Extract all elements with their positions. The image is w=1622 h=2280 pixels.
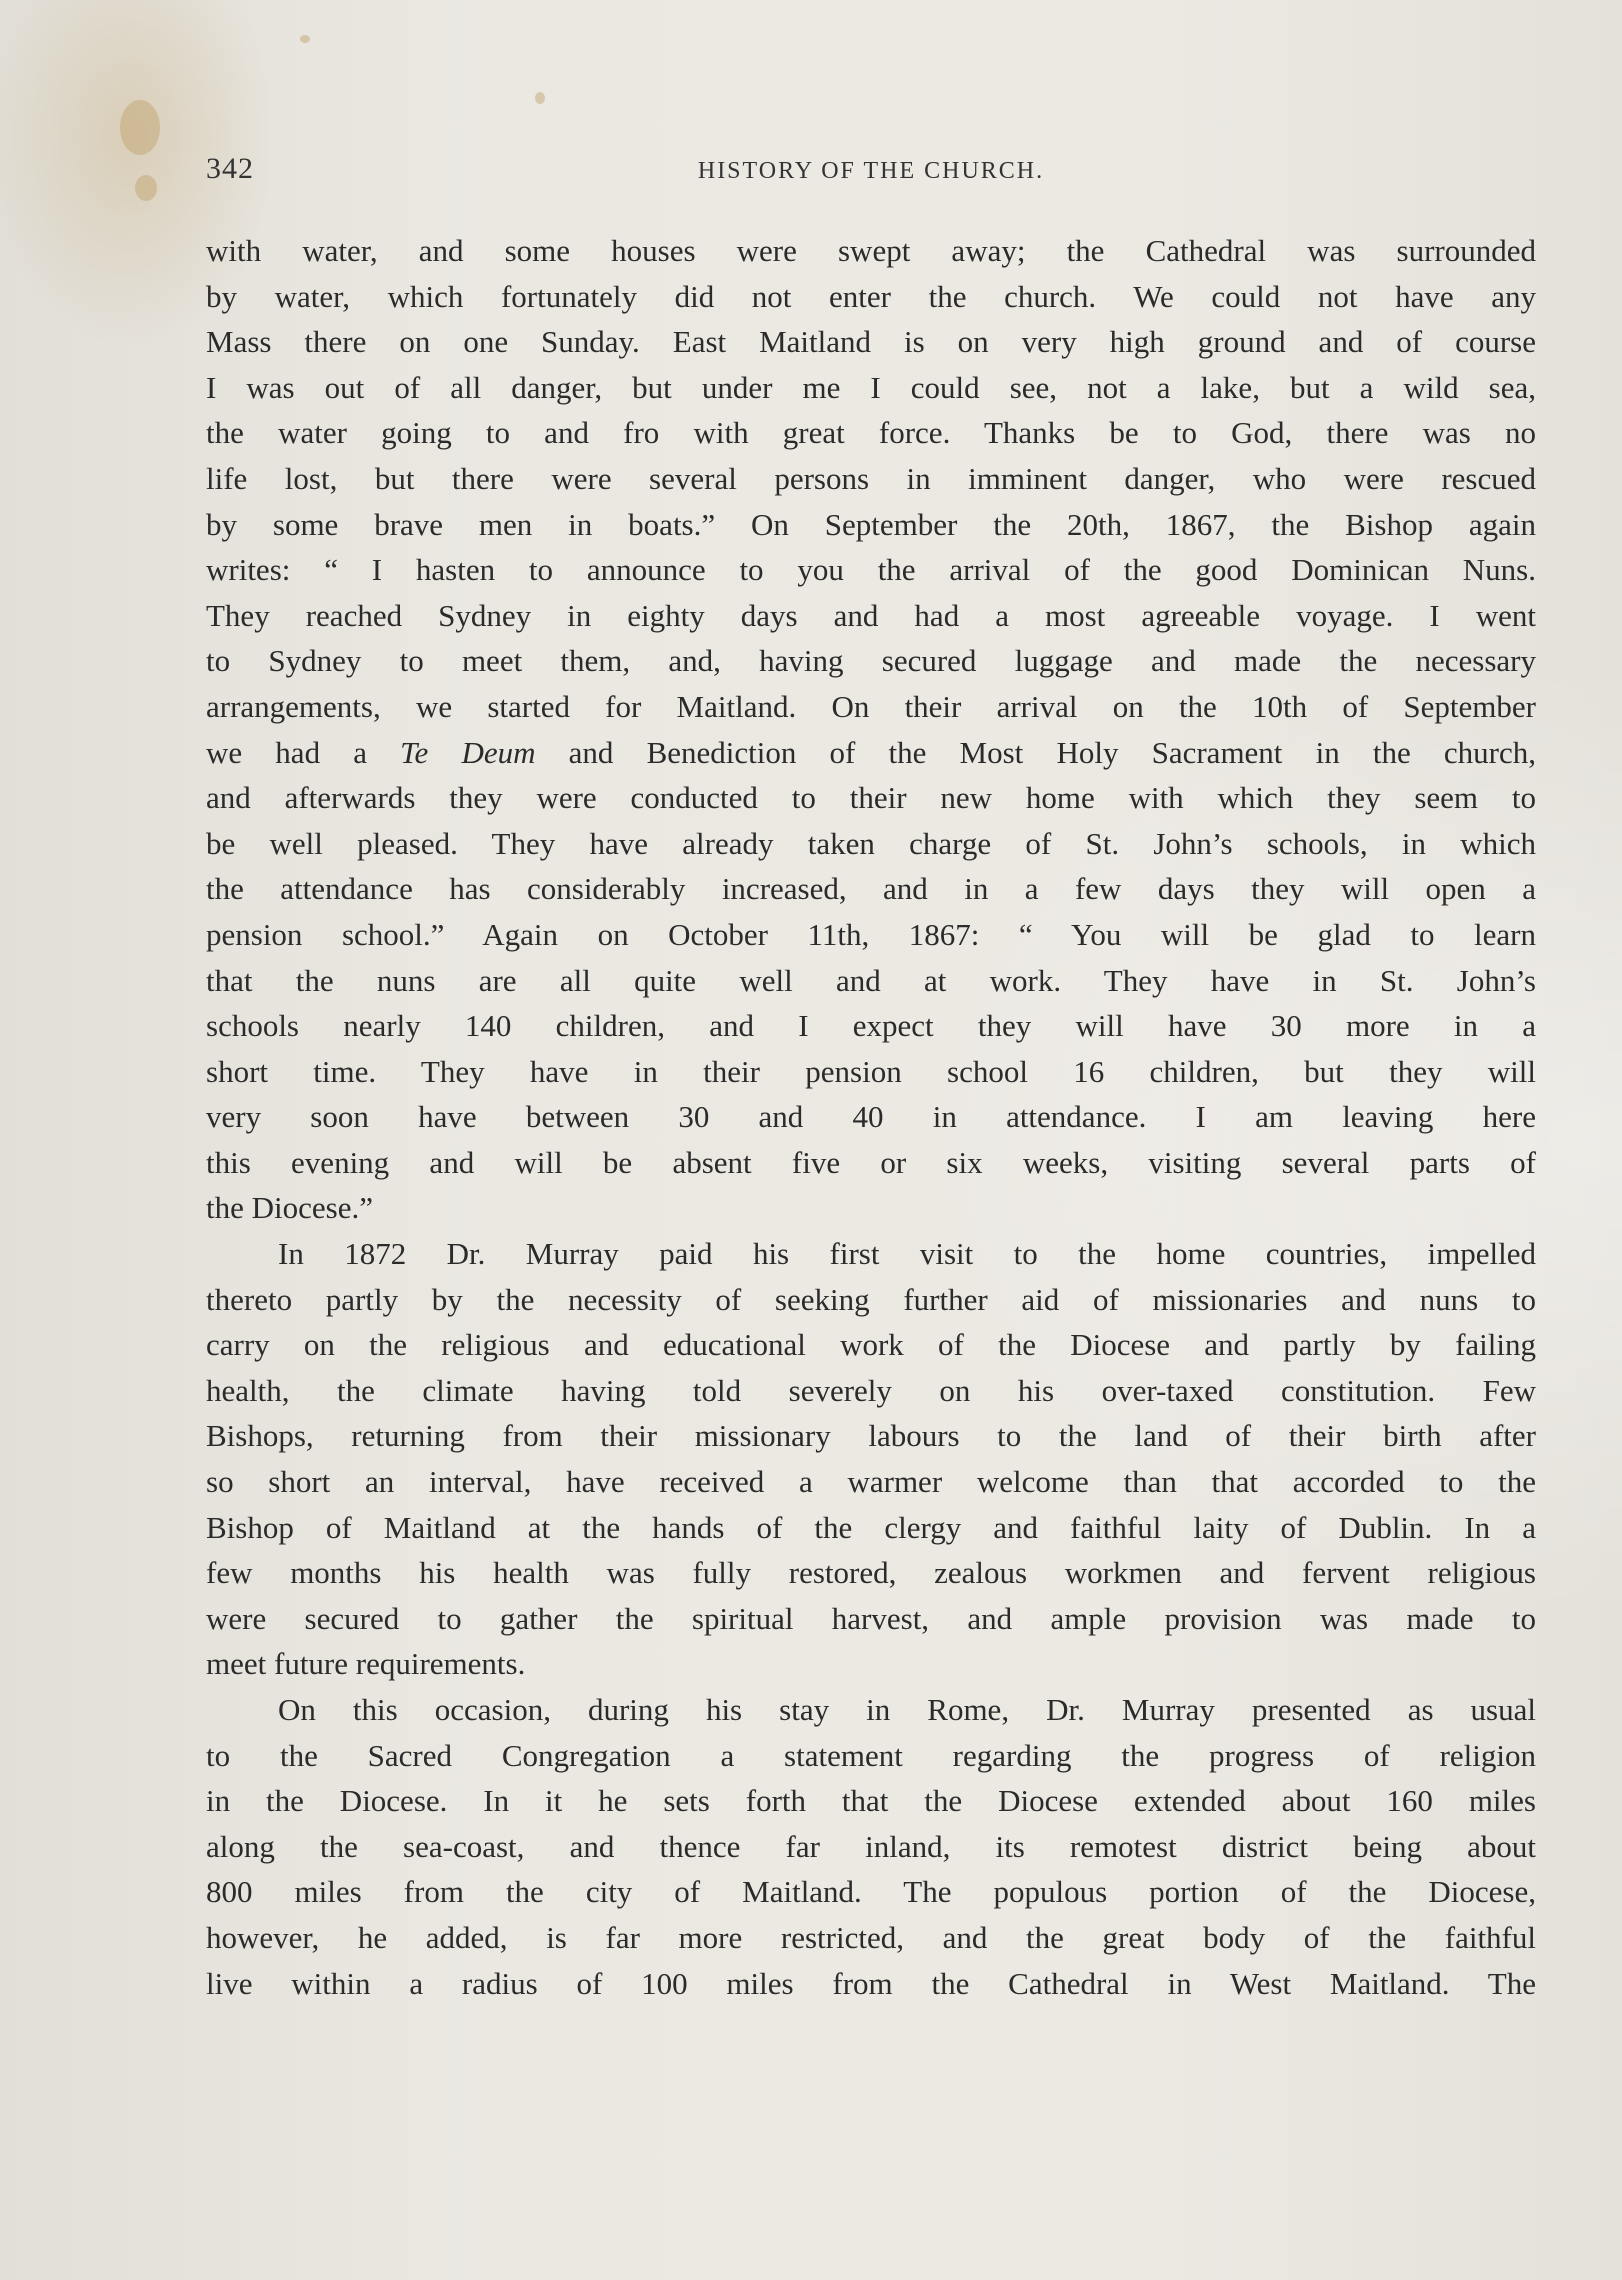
text-line: that the nuns are all quite well and at work. They have in St. John’s [206, 962, 1536, 998]
text-line: be well pleased. They have already taken charge of St. John’s schools, in which [206, 825, 1536, 861]
text-line: thereto partly by the necessity of seeking further aid of missionaries and nuns to [206, 1281, 1536, 1317]
text-line: we had a Te Deum and Benediction of the Most Holy Sacrament in the church, [206, 734, 1536, 770]
text-line: Bishops, returning from their missionary labours to the land of their birth after [206, 1418, 1536, 1454]
body-text [206, 228, 1536, 2006]
page-header [206, 152, 1536, 192]
text-line: In 1872 Dr. Murray paid his first visit to the home countries, impelled [278, 1236, 1536, 1272]
foxing-stain [135, 175, 157, 201]
text-line: were secured to gather the spiritual harvest, and ample provision was made to [206, 1600, 1536, 1636]
text-line: Mass there on one Sunday. East Maitland is on very high ground and of course [206, 324, 1536, 360]
italic-phrase: Te Deum [400, 734, 536, 770]
text-line: in the Diocese. In it he sets forth that the Diocese extended about 160 miles [206, 1783, 1536, 1819]
text-line: along the sea-coast, and thence far inland, its remotest district being about [206, 1828, 1536, 1864]
foxing-stain [535, 92, 545, 104]
text-line: by water, which fortunately did not enter the church. We could not have any [206, 278, 1536, 314]
foxing-stain [120, 100, 160, 155]
text-line: Bishop of Maitland at the hands of the clergy and faithful laity of Dublin. In a [206, 1509, 1536, 1545]
text-line: the Diocese.” [206, 1190, 373, 1226]
text-line: I was out of all danger, but under me I could see, not a lake, but a wild sea, [206, 369, 1536, 405]
text-line: to Sydney to meet them, and, having secured luggage and made the necessary [206, 643, 1536, 679]
text-line: live within a radius of 100 miles from the Cathedral in West Maitland. The [206, 1965, 1536, 2001]
text-line: carry on the religious and educational work of the Diocese and partly by failing [206, 1327, 1536, 1363]
text-line: the attendance has considerably increased, and in a few days they will open a [206, 871, 1536, 907]
text-line: with water, and some houses were swept away; the Cathedral was surrounded [206, 233, 1536, 268]
running-title: HISTORY OF THE CHURCH. [697, 158, 1045, 184]
foxing-stain [300, 35, 310, 43]
page-number: 342 [206, 152, 254, 185]
text-line: writes: “ I hasten to announce to you the arrival of the good Dominican Nuns. [206, 552, 1536, 588]
text-line: and afterwards they were conducted to their new home with which they seem to [206, 780, 1536, 816]
text-line: this evening and will be absent five or six weeks, visiting several parts of [206, 1144, 1536, 1180]
paragraph [206, 1231, 1536, 1687]
text-line: however, he added, is far more restricted, and the great body of the faithful [206, 1919, 1536, 1955]
text-line: very soon have between 30 and 40 in attendance. I am leaving here [206, 1099, 1536, 1135]
text-line: On this occasion, during his stay in Rome, Dr. Murray presented as usual [278, 1692, 1536, 1727]
text-line: so short an interval, have received a warmer welcome than that accorded to the [206, 1464, 1536, 1500]
paragraph [206, 1687, 1536, 2006]
text-line: schools nearly 140 children, and I expect they will have 30 more in a [206, 1008, 1536, 1044]
text-line: short time. They have in their pension school 16 children, but they will [206, 1053, 1536, 1089]
text-line: pension school.” Again on October 11th, 1867: “ You will be glad to learn [206, 916, 1536, 952]
text-line: life lost, but there were several persons in imminent danger, who were rescued [206, 460, 1536, 496]
text-line: to the Sacred Congregation a statement regarding the progress of religion [206, 1737, 1536, 1773]
text-line: arrangements, we started for Maitland. On their arrival on the 10th of September [206, 688, 1536, 724]
text-line: 800 miles from the city of Maitland. The populous portion of the Diocese, [206, 1874, 1536, 1910]
text-line: by some brave men in boats.” On September the 20th, 1867, the Bishop again [206, 506, 1536, 542]
text-line: the water going to and fro with great force. Thanks be to God, there was no [206, 415, 1536, 451]
text-line: They reached Sydney in eighty days and had a most agreeable voyage. I went [206, 597, 1536, 633]
paragraph [206, 228, 1536, 1231]
text-line: meet future requirements. [206, 1646, 526, 1682]
text-line: few months his health was fully restored, zealous workmen and fervent religious [206, 1555, 1536, 1591]
text-line: health, the climate having told severely on his over-taxed constitution. Few [206, 1372, 1536, 1408]
